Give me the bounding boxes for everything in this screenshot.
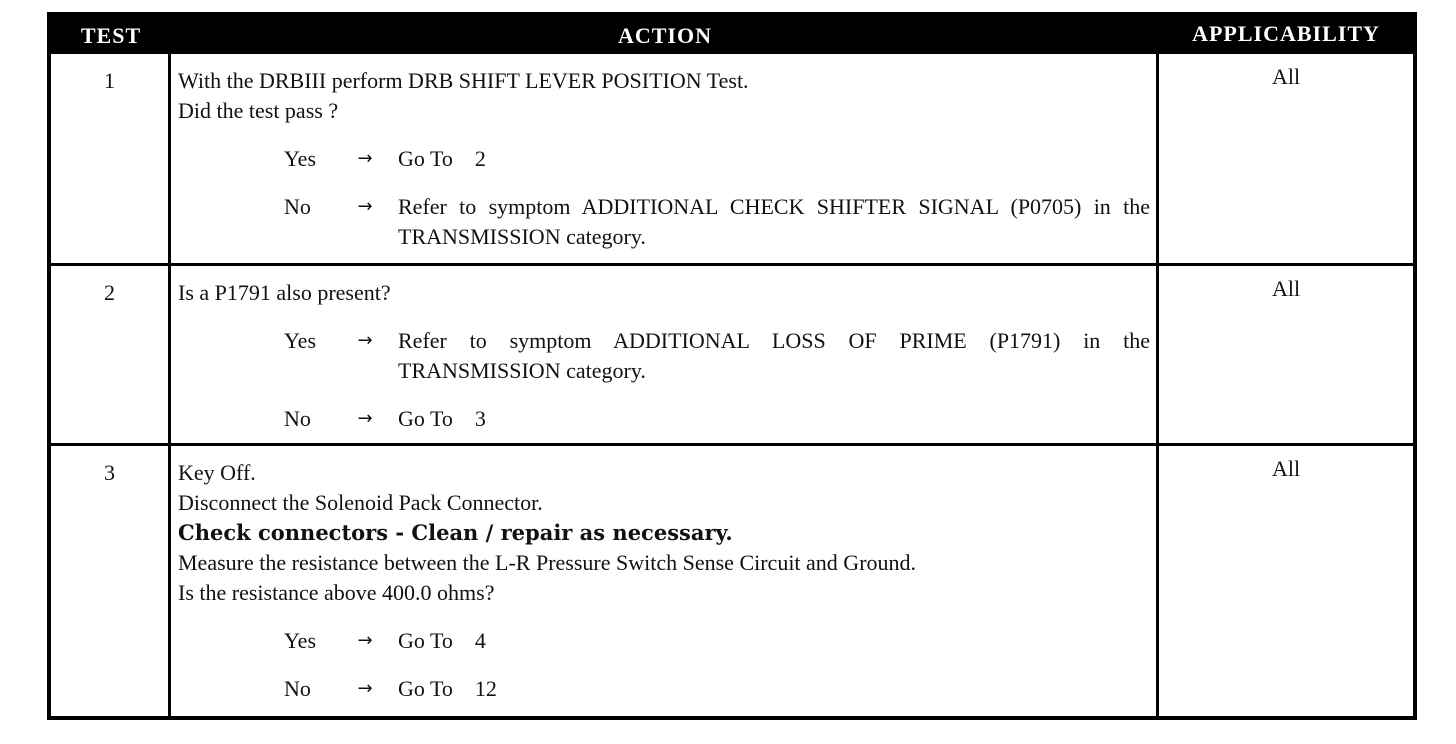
test-number: 1 bbox=[51, 54, 171, 263]
arrow-icon: → bbox=[357, 630, 373, 651]
arrow-icon: → bbox=[357, 408, 373, 429]
goto-label: Go To bbox=[398, 628, 453, 653]
option-no bbox=[178, 192, 1150, 252]
action-cell bbox=[171, 266, 1159, 443]
action-cell bbox=[171, 446, 1159, 716]
goto-label: Go To bbox=[398, 406, 453, 431]
action-line: With the DRBIII perform DRB SHIFT LEVER POSITION Test. bbox=[178, 68, 749, 93]
goto-number: 2 bbox=[474, 146, 486, 171]
goto-label: Go To bbox=[398, 146, 453, 171]
option-result bbox=[398, 674, 1150, 704]
action-line: Measure the resistance between the L-R Pressure Switch Sense Circuit and Ground. bbox=[178, 550, 917, 575]
option-result bbox=[398, 626, 1150, 656]
answer-label: No bbox=[284, 194, 311, 219]
table-row-test-3 bbox=[51, 446, 1413, 716]
action-question: Is the resistance above 400.0 ohms? bbox=[178, 580, 495, 605]
action-line: Key Off. bbox=[178, 460, 256, 485]
option-no bbox=[178, 404, 1150, 434]
action-question: Is a P1791 also present? bbox=[178, 280, 391, 305]
answer-label: Yes bbox=[284, 146, 317, 171]
applicability-value: All bbox=[1271, 456, 1301, 481]
option-yes bbox=[178, 144, 1150, 174]
action-question: Did the test pass ? bbox=[178, 98, 339, 123]
diagnostic-test-table bbox=[47, 12, 1417, 720]
answer-label: No bbox=[284, 406, 311, 431]
goto-number: 3 bbox=[474, 406, 486, 431]
option-result bbox=[398, 404, 1150, 434]
option-result bbox=[398, 144, 1150, 174]
action-warning: Check connectors - Clean / repair as necessary. bbox=[178, 520, 733, 545]
answer-label: No bbox=[284, 676, 311, 701]
test-number: 2 bbox=[51, 266, 171, 443]
option-yes bbox=[178, 626, 1150, 656]
answer-label: Yes bbox=[284, 328, 317, 353]
goto-label: Go To bbox=[398, 676, 453, 701]
applicability-value: All bbox=[1271, 64, 1301, 89]
header-action: ACTION bbox=[617, 23, 712, 48]
action-line: Disconnect the Solenoid Pack Connector. bbox=[178, 490, 543, 515]
goto-number: 4 bbox=[474, 628, 486, 653]
arrow-icon: → bbox=[357, 196, 373, 217]
applicability-value: All bbox=[1271, 276, 1301, 301]
option-yes bbox=[178, 326, 1150, 386]
option-result: Refer to symptom ADDITIONAL CHECK SHIFTER SIGNAL (P0705) in the TRANSMISSION category. bbox=[398, 194, 1150, 249]
arrow-icon: → bbox=[357, 678, 373, 699]
header-test: TEST bbox=[80, 23, 142, 48]
header-applicability: APPLICABILITY bbox=[1192, 21, 1380, 46]
option-no bbox=[178, 674, 1150, 704]
test-number: 3 bbox=[51, 446, 171, 716]
goto-number: 12 bbox=[474, 676, 497, 701]
option-result: Refer to symptom ADDITIONAL LOSS OF PRIME (P1791) in the TRANSMISSION category. bbox=[398, 328, 1150, 383]
table-header bbox=[51, 16, 1413, 54]
action-cell bbox=[171, 54, 1159, 263]
arrow-icon: → bbox=[357, 148, 373, 169]
answer-label: Yes bbox=[284, 628, 317, 653]
table-row-test-2 bbox=[51, 266, 1413, 446]
arrow-icon: → bbox=[357, 330, 373, 351]
table-row-test-1 bbox=[51, 54, 1413, 266]
